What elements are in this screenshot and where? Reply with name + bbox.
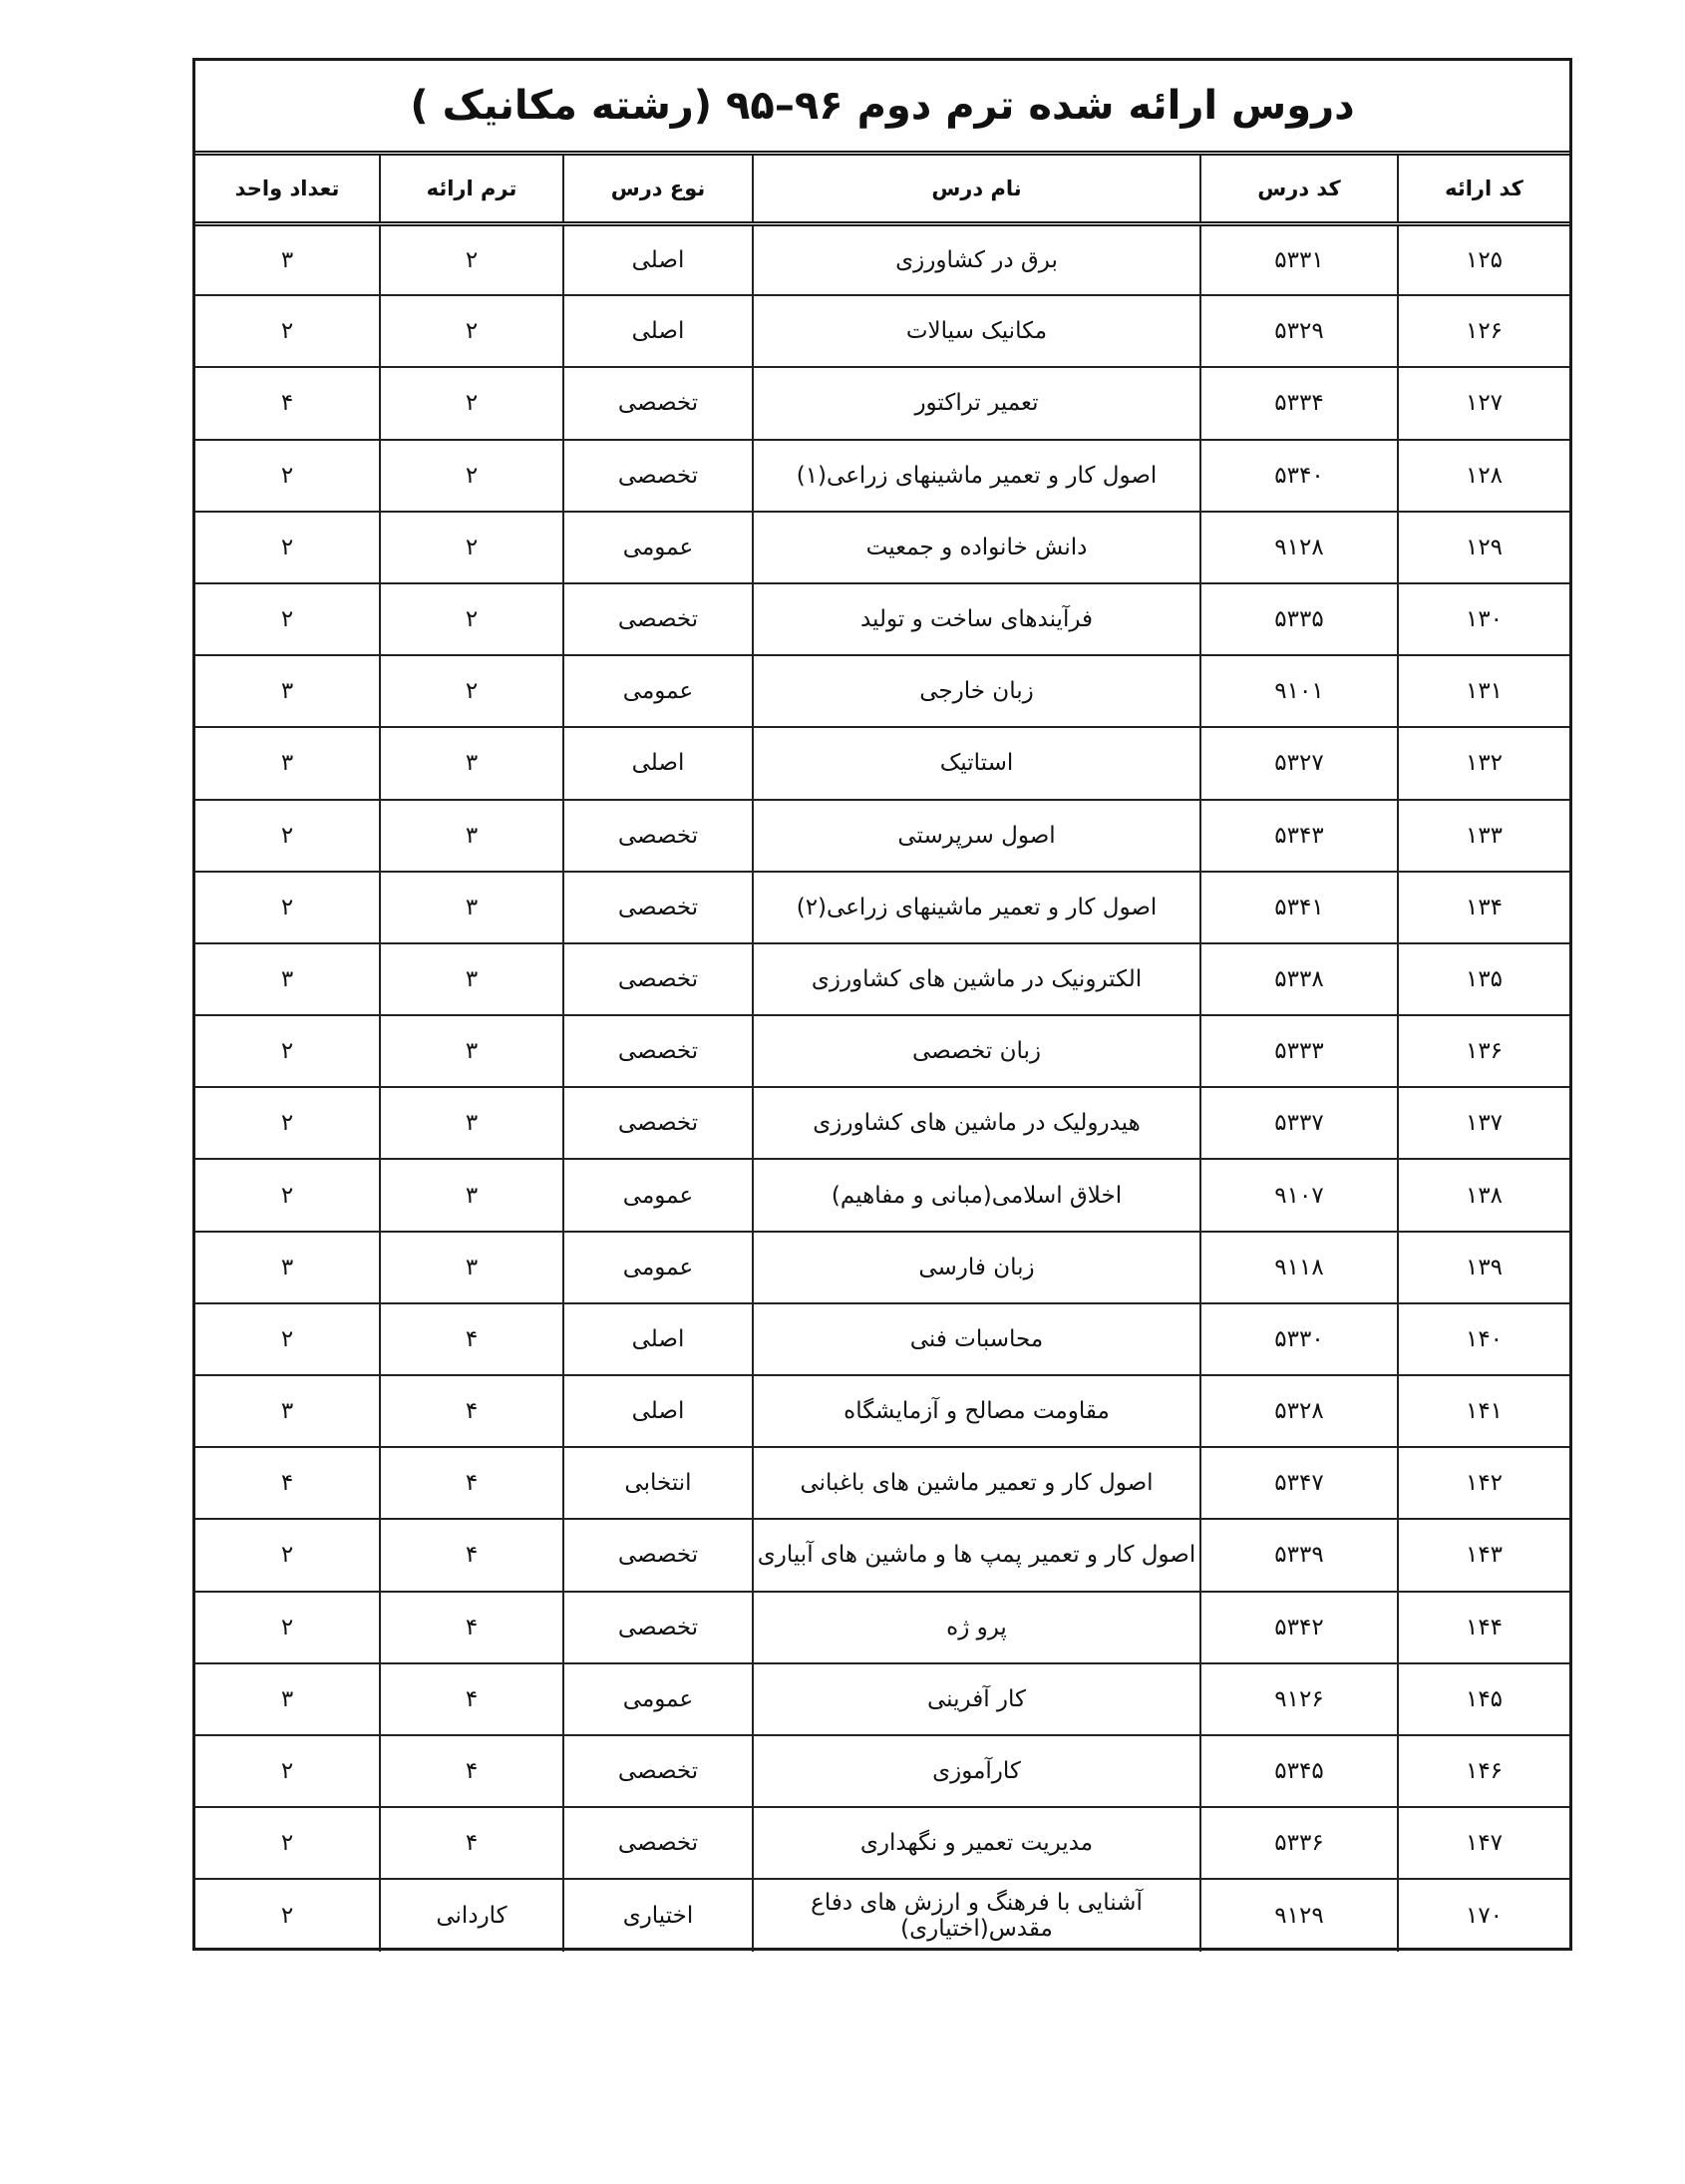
cell-units: ۳ xyxy=(195,223,380,295)
cell-units: ۲ xyxy=(195,800,380,872)
cell-course-type: اصلی xyxy=(563,223,753,295)
cell-offer-term: ۴ xyxy=(380,1592,563,1663)
cell-units: ۴ xyxy=(195,367,380,439)
cell-units: ۲ xyxy=(195,1087,380,1159)
table-row xyxy=(195,1375,1569,1447)
table-row xyxy=(195,872,1569,943)
cell-units: ۲ xyxy=(195,512,380,583)
cell-offer-code: ۱۴۲ xyxy=(1398,1447,1569,1519)
cell-offer-code: ۱۴۷ xyxy=(1398,1807,1569,1879)
cell-units: ۲ xyxy=(195,1519,380,1591)
cell-course-type: تخصصی xyxy=(563,367,753,439)
cell-units: ۲ xyxy=(195,1159,380,1231)
cell-offer-term: ۲ xyxy=(380,367,563,439)
cell-offer-term: ۳ xyxy=(380,1087,563,1159)
cell-offer-term: ۲ xyxy=(380,655,563,727)
cell-units: ۲ xyxy=(195,1735,380,1807)
cell-offer-code: ۱۴۱ xyxy=(1398,1375,1569,1447)
cell-course-type: اصلی xyxy=(563,727,753,799)
table-row xyxy=(195,440,1569,512)
cell-course-name: استاتیک xyxy=(753,727,1200,799)
cell-course-type: اصلی xyxy=(563,1375,753,1447)
cell-offer-code: ۱۳۳ xyxy=(1398,800,1569,872)
cell-units: ۳ xyxy=(195,1232,380,1303)
cell-units: ۳ xyxy=(195,655,380,727)
table-row xyxy=(195,1663,1569,1735)
cell-offer-term: کاردانی xyxy=(380,1879,563,1951)
table-row xyxy=(195,1879,1569,1951)
table-row xyxy=(195,655,1569,727)
cell-offer-term: ۴ xyxy=(380,1519,563,1591)
cell-course-name: الکترونیک در ماشین های کشاورزی xyxy=(753,943,1200,1015)
cell-course-type: اصلی xyxy=(563,295,753,367)
cell-units: ۲ xyxy=(195,1015,380,1087)
cell-course-code: ۵۳۳۳ xyxy=(1200,1015,1398,1087)
cell-course-code: ۵۳۴۱ xyxy=(1200,872,1398,943)
table-row xyxy=(195,1735,1569,1807)
cell-course-type: تخصصی xyxy=(563,1807,753,1879)
cell-offer-term: ۴ xyxy=(380,1375,563,1447)
cell-units: ۳ xyxy=(195,727,380,799)
cell-course-name: اصول کار و تعمیر پمپ ها و ماشین های آبیاری xyxy=(753,1519,1200,1591)
cell-offer-code: ۱۴۴ xyxy=(1398,1592,1569,1663)
table-row xyxy=(195,800,1569,872)
cell-course-type: اختیاری xyxy=(563,1879,753,1951)
cell-units: ۲ xyxy=(195,295,380,367)
cell-course-type: تخصصی xyxy=(563,1519,753,1591)
cell-offer-term: ۴ xyxy=(380,1303,563,1375)
cell-course-code: ۵۳۳۶ xyxy=(1200,1807,1398,1879)
cell-units: ۲ xyxy=(195,1879,380,1951)
cell-offer-term: ۴ xyxy=(380,1447,563,1519)
table-row xyxy=(195,727,1569,799)
cell-course-type: تخصصی xyxy=(563,1592,753,1663)
cell-units: ۲ xyxy=(195,1303,380,1375)
cell-offer-code: ۱۲۹ xyxy=(1398,512,1569,583)
table-row xyxy=(195,1015,1569,1087)
cell-course-name: اصول کار و تعمیر ماشینهای زراعی(۲) xyxy=(753,872,1200,943)
cell-course-code: ۵۳۲۸ xyxy=(1200,1375,1398,1447)
cell-course-code: ۵۳۲۹ xyxy=(1200,295,1398,367)
cell-course-code: ۵۳۳۵ xyxy=(1200,583,1398,655)
cell-offer-code: ۱۳۱ xyxy=(1398,655,1569,727)
cell-offer-term: ۳ xyxy=(380,1159,563,1231)
cell-course-code: ۵۳۳۰ xyxy=(1200,1303,1398,1375)
cell-offer-code: ۱۴۵ xyxy=(1398,1663,1569,1735)
cell-course-type: تخصصی xyxy=(563,1735,753,1807)
cell-units: ۳ xyxy=(195,1663,380,1735)
cell-units: ۳ xyxy=(195,943,380,1015)
cell-course-type: تخصصی xyxy=(563,800,753,872)
cell-course-name: زبان خارجی xyxy=(753,655,1200,727)
cell-course-name: اصول کار و تعمیر ماشین های باغبانی xyxy=(753,1447,1200,1519)
cell-offer-term: ۴ xyxy=(380,1663,563,1735)
table-row xyxy=(195,943,1569,1015)
cell-course-code: ۹۱۲۶ xyxy=(1200,1663,1398,1735)
cell-offer-term: ۳ xyxy=(380,1232,563,1303)
cell-course-code: ۹۱۰۱ xyxy=(1200,655,1398,727)
cell-offer-code: ۱۲۶ xyxy=(1398,295,1569,367)
cell-course-code: ۵۳۴۷ xyxy=(1200,1447,1398,1519)
cell-course-code: ۵۳۴۵ xyxy=(1200,1735,1398,1807)
table-row xyxy=(195,1447,1569,1519)
cell-course-code: ۵۳۳۸ xyxy=(1200,943,1398,1015)
table-body xyxy=(195,223,1569,1952)
cell-units: ۲ xyxy=(195,440,380,512)
cell-offer-code: ۱۳۶ xyxy=(1398,1015,1569,1087)
cell-offer-code: ۱۳۵ xyxy=(1398,943,1569,1015)
cell-offer-term: ۳ xyxy=(380,1015,563,1087)
cell-course-code: ۵۳۳۴ xyxy=(1200,367,1398,439)
cell-offer-term: ۲ xyxy=(380,512,563,583)
cell-offer-term: ۴ xyxy=(380,1735,563,1807)
cell-offer-code: ۱۲۵ xyxy=(1398,223,1569,295)
cell-offer-term: ۳ xyxy=(380,872,563,943)
cell-offer-term: ۳ xyxy=(380,800,563,872)
cell-course-name: آشنایی با فرهنگ و ارزش های دفاع مقدس(اختیاری) xyxy=(753,1879,1200,1951)
table-row xyxy=(195,1159,1569,1231)
cell-course-code: ۵۳۴۳ xyxy=(1200,800,1398,872)
cell-course-type: تخصصی xyxy=(563,1087,753,1159)
cell-course-name: کار آفرینی xyxy=(753,1663,1200,1735)
cell-offer-code: ۱۳۹ xyxy=(1398,1232,1569,1303)
cell-course-name: زبان فارسی xyxy=(753,1232,1200,1303)
cell-offer-code: ۱۲۸ xyxy=(1398,440,1569,512)
table-row xyxy=(195,1303,1569,1375)
cell-offer-code: ۱۳۰ xyxy=(1398,583,1569,655)
table-header xyxy=(195,156,1569,223)
cell-course-type: تخصصی xyxy=(563,943,753,1015)
page-title: دروس ارائه شده ترم دوم ۹۶–۹۵ (رشته مکانیک ) xyxy=(410,83,1355,129)
cell-course-name: مدیریت تعمیر و نگهداری xyxy=(753,1807,1200,1879)
cell-course-name: تعمیر تراکتور xyxy=(753,367,1200,439)
cell-units: ۲ xyxy=(195,1592,380,1663)
table-row xyxy=(195,295,1569,367)
cell-offer-code: ۱۲۷ xyxy=(1398,367,1569,439)
table-row xyxy=(195,1087,1569,1159)
cell-units: ۳ xyxy=(195,1375,380,1447)
cell-units: ۲ xyxy=(195,872,380,943)
cell-course-name: دانش خانواده و جمعیت xyxy=(753,512,1200,583)
cell-offer-code: ۱۳۷ xyxy=(1398,1087,1569,1159)
cell-course-name: اصول سرپرستی xyxy=(753,800,1200,872)
cell-course-name: هیدرولیک در ماشین های کشاورزی xyxy=(753,1087,1200,1159)
header-course-name: نام درس xyxy=(753,156,1200,223)
table-row xyxy=(195,367,1569,439)
cell-units: ۴ xyxy=(195,1447,380,1519)
header-course-type: نوع درس xyxy=(563,156,753,223)
cell-offer-term: ۲ xyxy=(380,583,563,655)
cell-course-name: کارآموزی xyxy=(753,1735,1200,1807)
cell-offer-term: ۲ xyxy=(380,295,563,367)
cell-course-type: تخصصی xyxy=(563,583,753,655)
cell-course-type: تخصصی xyxy=(563,1015,753,1087)
cell-offer-code: ۱۴۶ xyxy=(1398,1735,1569,1807)
header-course-code: کد درس xyxy=(1200,156,1398,223)
header-offer-term: ترم ارائه xyxy=(380,156,563,223)
cell-course-type: اصلی xyxy=(563,1303,753,1375)
cell-offer-term: ۳ xyxy=(380,727,563,799)
cell-course-name: اصول کار و تعمیر ماشینهای زراعی(۱) xyxy=(753,440,1200,512)
cell-offer-term: ۲ xyxy=(380,223,563,295)
cell-offer-code: ۱۴۳ xyxy=(1398,1519,1569,1591)
cell-course-code: ۵۳۴۲ xyxy=(1200,1592,1398,1663)
cell-course-name: زبان تخصصی xyxy=(753,1015,1200,1087)
cell-course-type: عمومی xyxy=(563,1232,753,1303)
cell-offer-code: ۱۳۸ xyxy=(1398,1159,1569,1231)
table-row xyxy=(195,1592,1569,1663)
cell-course-code: ۵۳۲۷ xyxy=(1200,727,1398,799)
cell-course-name: محاسبات فنی xyxy=(753,1303,1200,1375)
cell-offer-code: ۱۴۰ xyxy=(1398,1303,1569,1375)
header-row xyxy=(195,156,1569,223)
cell-course-code: ۹۱۲۹ xyxy=(1200,1879,1398,1951)
table-row xyxy=(195,583,1569,655)
cell-course-name: مقاومت مصالح و آزمایشگاه xyxy=(753,1375,1200,1447)
cell-course-code: ۵۳۳۹ xyxy=(1200,1519,1398,1591)
table-row xyxy=(195,512,1569,583)
table-row xyxy=(195,1232,1569,1303)
header-offer-code: کد ارائه xyxy=(1398,156,1569,223)
cell-course-type: انتخابی xyxy=(563,1447,753,1519)
cell-course-type: عمومی xyxy=(563,1663,753,1735)
cell-course-code: ۵۳۳۷ xyxy=(1200,1087,1398,1159)
cell-course-name: برق در کشاورزی xyxy=(753,223,1200,295)
cell-units: ۲ xyxy=(195,1807,380,1879)
title-bar xyxy=(195,61,1569,156)
cell-offer-term: ۲ xyxy=(380,440,563,512)
cell-offer-term: ۳ xyxy=(380,943,563,1015)
cell-units: ۲ xyxy=(195,583,380,655)
table-row xyxy=(195,223,1569,295)
cell-offer-code: ۱۷۰ xyxy=(1398,1879,1569,1951)
table-row xyxy=(195,1807,1569,1879)
table-row xyxy=(195,1519,1569,1591)
cell-course-type: عمومی xyxy=(563,512,753,583)
cell-offer-code: ۱۳۲ xyxy=(1398,727,1569,799)
cell-course-name: فرآیندهای ساخت و تولید xyxy=(753,583,1200,655)
course-table xyxy=(195,156,1569,1952)
cell-course-code: ۹۱۲۸ xyxy=(1200,512,1398,583)
cell-course-code: ۵۳۳۱ xyxy=(1200,223,1398,295)
cell-course-type: تخصصی xyxy=(563,440,753,512)
header-units: تعداد واحد xyxy=(195,156,380,223)
cell-course-code: ۵۳۴۰ xyxy=(1200,440,1398,512)
cell-offer-code: ۱۳۴ xyxy=(1398,872,1569,943)
cell-course-name: اخلاق اسلامی(مبانی و مفاهیم) xyxy=(753,1159,1200,1231)
course-table-sheet xyxy=(192,58,1572,1951)
cell-course-name: پرو ژه xyxy=(753,1592,1200,1663)
cell-course-name: مکانیک سیالات xyxy=(753,295,1200,367)
cell-course-type: تخصصی xyxy=(563,872,753,943)
cell-course-type: عمومی xyxy=(563,655,753,727)
cell-course-type: عمومی xyxy=(563,1159,753,1231)
cell-course-code: ۹۱۱۸ xyxy=(1200,1232,1398,1303)
cell-course-code: ۹۱۰۷ xyxy=(1200,1159,1398,1231)
cell-offer-term: ۴ xyxy=(380,1807,563,1879)
